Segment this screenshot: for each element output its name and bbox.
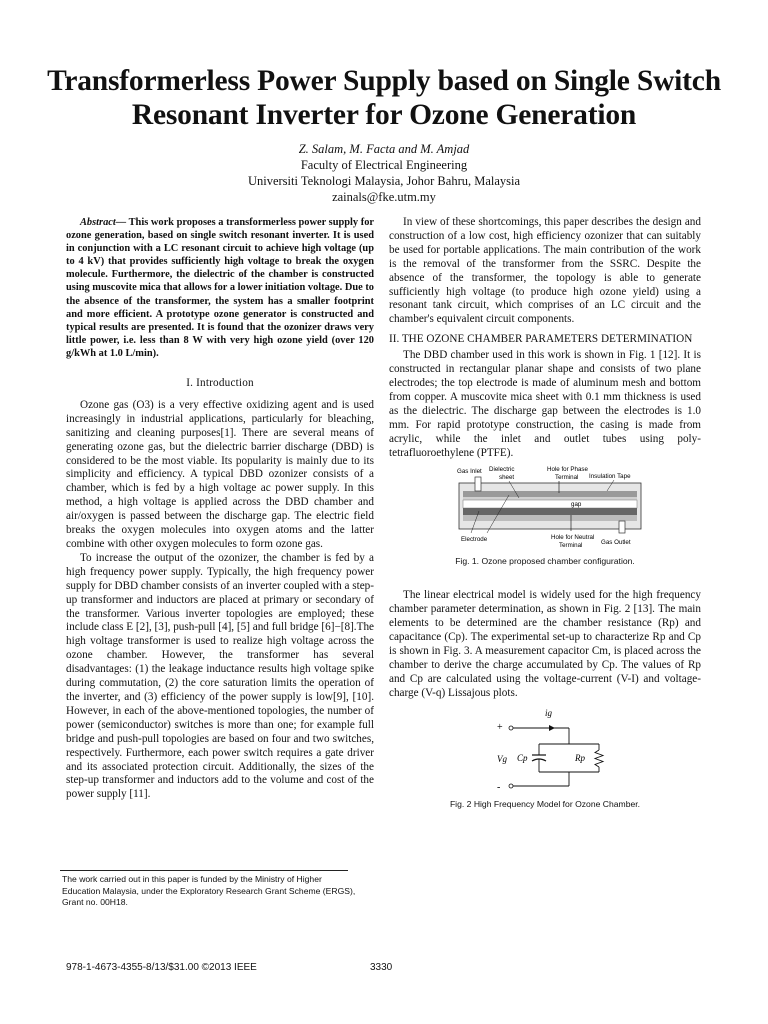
left-column	[66, 216, 374, 802]
fig1-label-terminal: Terminal	[555, 474, 579, 482]
funding-footnote: The work carried out in this paper is funded by the Ministry of Higher Education Malaysia, under the Exploratory Research Grant Scheme (ERGS), Grant no. 00H18.	[62, 874, 356, 908]
fig1-label-dielectric: Dielectric	[489, 466, 515, 474]
circuit-diagram	[389, 706, 701, 794]
abstract	[66, 216, 374, 360]
fig1-top-electrode	[463, 491, 637, 497]
fig1-dielectric-sheet	[463, 497, 637, 500]
fig1-label-insulation: Insulation Tape	[589, 473, 631, 481]
right-paragraph-1: In view of these shortcomings, this paper describes the design and construction of a low cost, high efficiency ozonizer that can suitably be used for portable applications. The main contribution of the work is the removal of the transformer from the SSRC. Despite the absence of the transformer, the topology is able to generate sufficiently high voltage (to produce high ozone yield) using a resonant tank circuit, which comprises of an LC circuit and the chamber's equivalent circuit components.	[389, 216, 701, 326]
abstract-lead: Abstract—	[80, 217, 127, 228]
intro-paragraph-1: Ozone gas (O3) is a very effective oxidizing agent and is used increasingly in industrial applications, particularly for bleaching, sanitizing and cleaning purposes[1]. There are several means of generating ozone gas, but the dielectric barrier discharge (DBD) is considered to be the most viable. Its popularity is mainly due to its simplicity and efficiency. A typical DBD ozonizer consists of a chamber, which is fed by a high voltage ac power supply. In this method, a high voltage is applied across the DBD chamber and air/oxygen is passed between the discharge gap. The electric field breaks the oxygen molecules into oxygen atoms and the latter combine with other oxygen molecules to form ozone gas.	[66, 398, 374, 550]
right-column	[389, 216, 701, 811]
fig1-label-terminal-2: Terminal	[559, 542, 583, 550]
fig1-gas-inlet-tube	[475, 477, 481, 491]
footer-isbn: 978-1-4673-4355-8/13/$31.00 ©2013 IEEE	[66, 962, 257, 973]
author-department: Faculty of Electrical Engineering	[300, 158, 468, 172]
figure-2-caption: Fig. 2 High Frequency Model for Ozone Chamber.	[449, 798, 641, 809]
section-heading-introduction: I. Introduction	[186, 377, 254, 390]
fig2-label-plus: +	[497, 721, 503, 733]
fig1-label-gas-outlet: Gas Outlet	[601, 539, 631, 547]
section-heading-chamber: II. THE OZONE CHAMBER PARAMETERS DETERMINATION	[389, 333, 693, 346]
footer-page-number: 3330	[370, 962, 393, 973]
figure-1	[389, 465, 701, 569]
author-block	[40, 141, 728, 205]
figure-2	[389, 706, 701, 812]
fig1-base	[463, 515, 637, 521]
fig2-label-rp: Rp	[575, 752, 585, 763]
fig1-bottom-electrode	[463, 508, 637, 515]
fig2-label-minus: -	[497, 781, 501, 793]
paper-title: Transformerless Power Supply based on Single Switch Resonant Inverter for Ozone Generation	[47, 65, 721, 131]
footnote-divider	[60, 870, 348, 871]
fig2-terminal-bottom	[509, 784, 513, 788]
fig2-label-cp: Cp	[517, 752, 528, 763]
figure-1-caption: Fig. 1. Ozone proposed chamber configuration.	[455, 556, 635, 567]
fig2-current-arrow	[549, 725, 555, 731]
fig2-label-vg: Vg	[497, 753, 507, 764]
fig1-label-electrode: Electrode	[461, 536, 488, 544]
right-paragraph-3: The linear electrical model is widely used for the high frequency chamber parameter determination, as shown in Fig. 2 [13]. The main elements to be determined are the chamber resistance (Rp) and capacitance (Cp). The experimental set-up to characterize Rp and Cp is shown in Fig. 3. A measurement capacitor Cm, is placed across the chamber to derive the charge accumulated by Cp. The values of Rp and Cp are calculated using the voltage-current (V-I) and voltage-charge (V-q) Lissajous plots.	[389, 589, 701, 699]
fig1-label-gas-inlet: Gas Inlet	[457, 468, 482, 476]
fig2-label-ig: ig	[545, 707, 553, 718]
chamber-diagram	[389, 465, 701, 551]
fig1-label-hole-neutral: Hole for Neutral	[551, 534, 595, 542]
fig1-label-gap: gap	[571, 501, 582, 509]
fig1-label-sheet: sheet	[499, 474, 515, 482]
abstract-text: This work proposes a transformerless power supply for ozone generation, based on single switch resonant inverter. It is used in conjunction with a LC resonant circuit to achieve high voltage (up to 4 kV) that provides sufficiently high voltage to break the oxygen molecule. Furthermore, the dielectric of the chamber is constructed using muscovite mica that allows for a lower initiation voltage. Due to the absence of the transformer, the system has a smaller footprint and more efficient. A prototype ozone generator is constructed and typical results are presented. It is found that the ozonizer draws very little power, i.e. less than 8 W with very high ozone yield (over 120 g/kWh at 1.0 L/min).	[66, 217, 374, 359]
author-email[interactable]: zainals@fke.utm.my	[332, 190, 436, 204]
fig2-resistor	[595, 750, 603, 767]
author-names: Z. Salam, M. Facta and M. Amjad	[298, 142, 470, 156]
fig1-discharge-gap	[463, 500, 637, 508]
right-paragraph-2: The DBD chamber used in this work is shown in Fig. 1 [12]. It is constructed in rectangular planar shape and consists of two plane electrodes; the top electrode is made of aluminum mesh and bottom from copper. A muscovite mica sheet with 0.1 mm thickness is used as the dielectric. The discharge gap between the electrodes is 1.0 mm. For rapid prototype construction, the casing is made from acrylic, while the inlet and outlet tubes using poly-tetrafluoroethylene (PTFE).	[389, 349, 701, 459]
fig1-label-hole-phase: Hole for Phase	[547, 466, 588, 474]
author-university: Universiti Teknologi Malaysia, Johor Bahru, Malaysia	[247, 174, 521, 188]
fig2-terminal-top	[509, 726, 513, 730]
intro-paragraph-2: To increase the output of the ozonizer, the chamber is fed by a high frequency power supply. Typically, the high frequency power supply for DBD chamber consists of an inverter coupled with a step-up transformer and inductors are placed at primary or secondary of the transformer. Various inverter topologies are employed; these include class E [2], [3], push-pull [4], [5] and full bridge [6]−[8].The high voltage transformer is used to realize high voltage across the ozone chamber. However, the transformer has several disadvantages: (1) the leakage inductance results high voltage spike during commutation, (2) the core saturation limits the operation of the inverter, and (3) efficiency of the power supply is low[9], [10]. However, in each of the above-mentioned topologies, the number of power (semiconductor) switches is more than one; for example full bridge and push-pull topologies are based on four and two switches, respectively. Furthermore, each power switch requires a gate driver and its associated protection circuit. Additionally, the sizes of the step-up transformer and inductors add to the volume and cost of the power supply [11].	[66, 551, 374, 801]
fig1-gas-outlet-tube	[619, 521, 625, 533]
